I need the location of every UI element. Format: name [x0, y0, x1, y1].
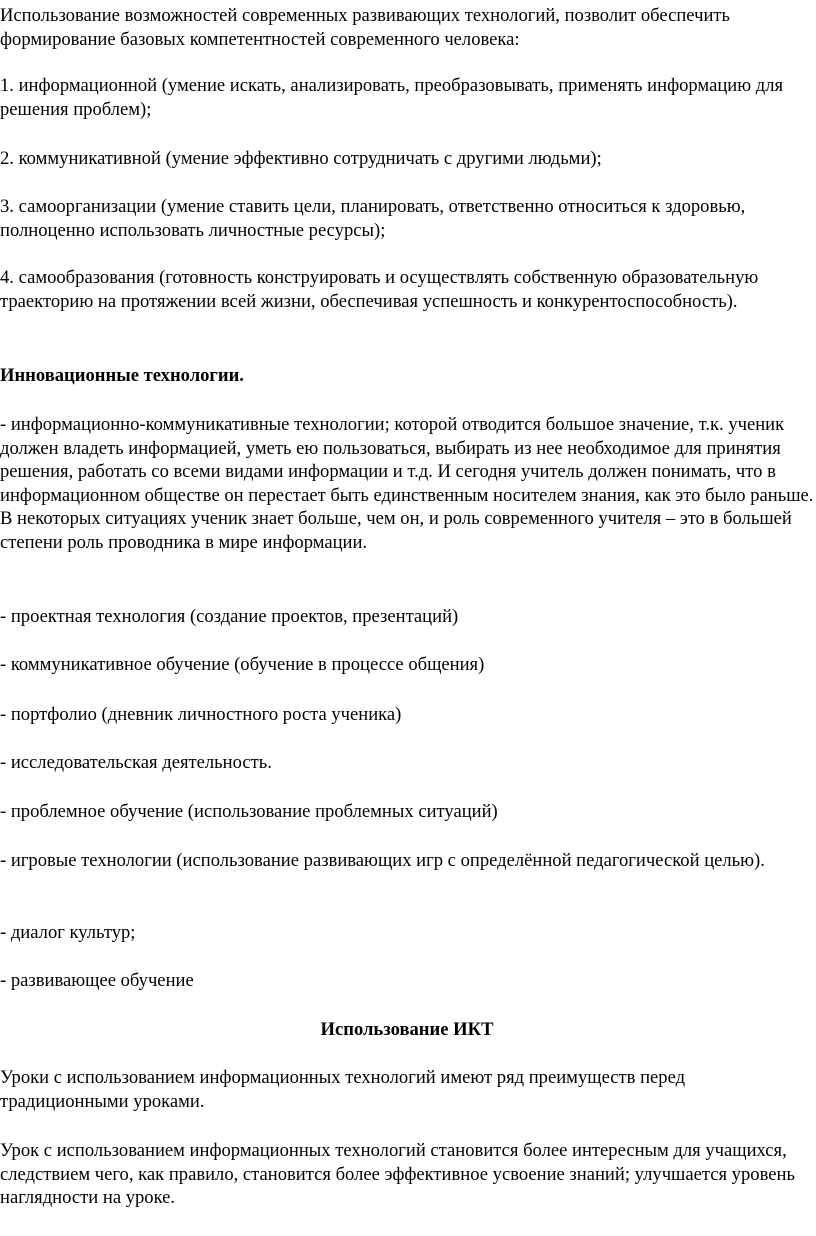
innovation-heading: Инновационные технологии.	[0, 365, 244, 386]
intro-paragraph: Использование возможностей современных развивающих технологий, позволит обеспечить формирование базовых компетентностей современного человека:	[0, 5, 730, 50]
technology-item-problem: - проблемное обучение (использование проблемных ситуаций)	[0, 801, 498, 822]
ict-paragraph-2: Урок с использованием информационных технологий становится более интересным для учащихся, следствием чего, как правило, становится более эффективное усвоение знаний; улучшается уровень наглядности на уроке.	[0, 1140, 795, 1208]
technology-item-developing: - развивающее обучение	[0, 970, 194, 991]
technology-item-ict: - информационно-коммуникативные технологии; которой отводится большое значение, т.к. ученик должен владеть информацией, уметь ею пользоваться, выбирать из нее необходимое для принятия решения, работать со всеми видами информации и т.д. И сегодня учитель должен понимать, что в информационном обществе он перестает быть единственным носителем знания, как это было раньше. В некоторых ситуациях ученик знает больше, чем он, и роль современного учителя – это в большей степени роль проводника в мире информации.	[0, 414, 814, 553]
technology-item-portfolio: - портфолио (дневник личностного роста ученика)	[0, 704, 402, 725]
technology-item-research: - исследовательская деятельность.	[0, 752, 272, 773]
competency-item-1: 1. информационной (умение искать, анализировать, преобразовывать, применять информацию для решения проблем);	[0, 75, 784, 120]
technology-item-dialogue: - диалог культур;	[0, 922, 136, 943]
ict-paragraph-1: Уроки с использованием информационных технологий имеют ряд преимуществ перед традиционными уроками.	[0, 1067, 686, 1112]
competency-item-3: 3. самоорганизации (умение ставить цели, планировать, ответственно относиться к здоровью, полноценно использовать личностные ресурсы);	[0, 196, 746, 241]
technology-item-games: - игровые технологии (использование развивающих игр с определённой педагогической целью).	[0, 850, 765, 871]
ict-heading: Использование ИКТ	[320, 1019, 494, 1040]
technology-item-project: - проектная технология (создание проектов, презентаций)	[0, 606, 459, 627]
competency-item-2: 2. коммуникативной (умение эффективно сотрудничать с другими людьми);	[0, 148, 602, 169]
competency-item-4: 4. самообразования (готовность конструировать и осуществлять собственную образовательную траекторию на протяжении всей жизни, обеспечивая успешность и конкурентоспособность).	[0, 267, 759, 312]
technology-item-communicative: - коммуникативное обучение (обучение в процессе общения)	[0, 654, 485, 675]
